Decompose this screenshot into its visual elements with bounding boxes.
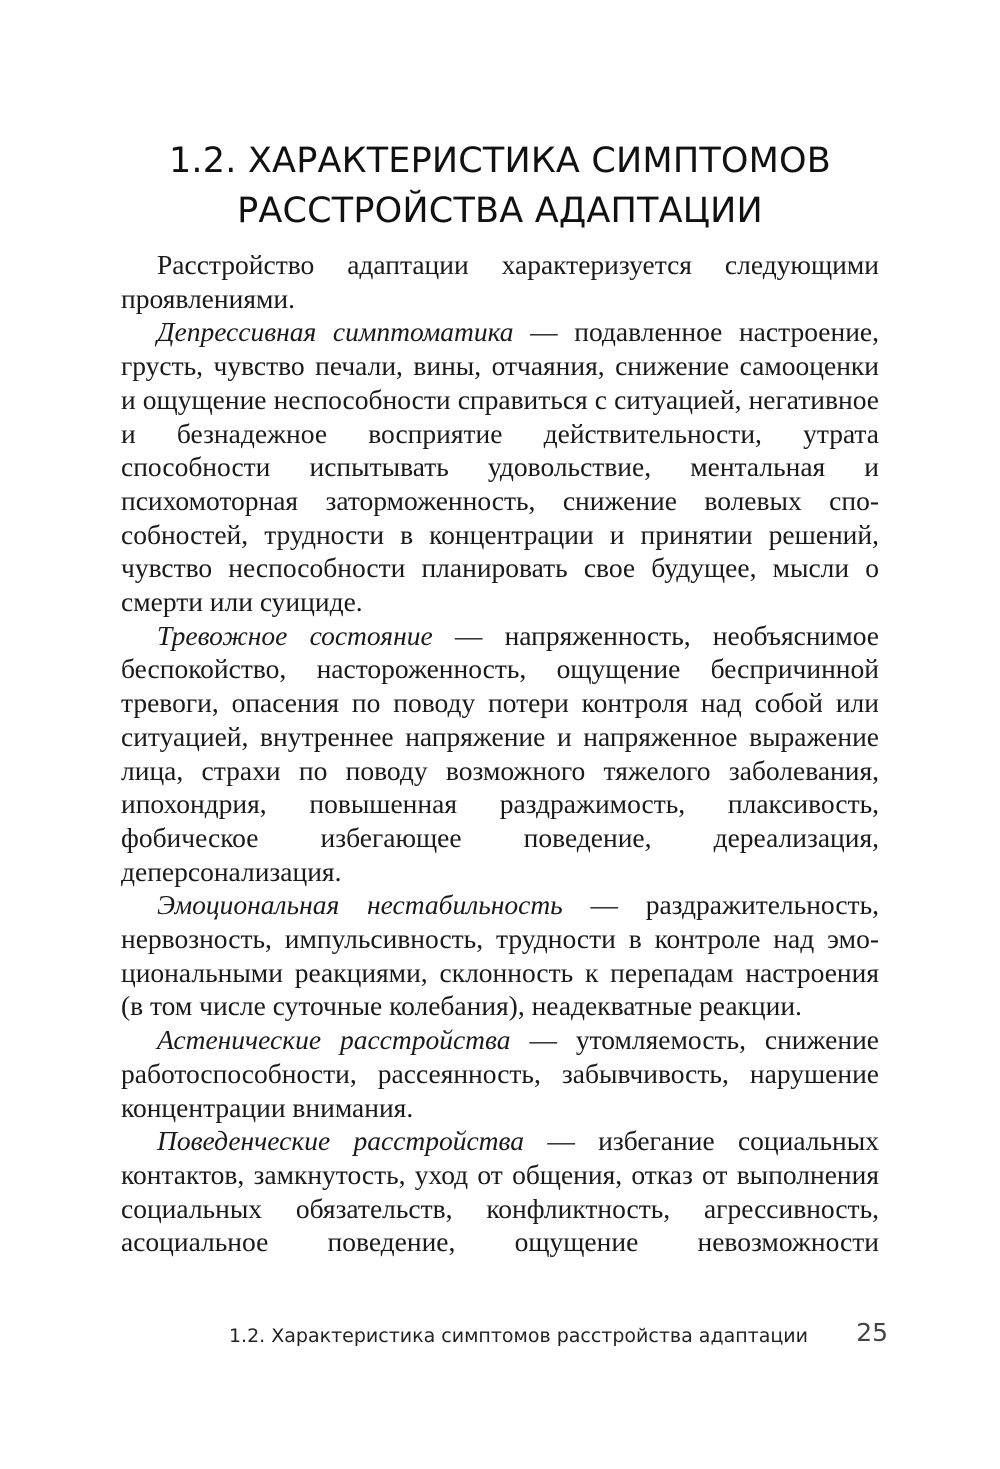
paragraph-text: — утомляемость, снижение работоспособности, рассеянность, забывчивость, нарушение концентрации внимания. — [121, 1024, 880, 1123]
paragraph-term: Тревожное состояние — [157, 619, 433, 651]
paragraph-term: Депрессивная симптоматика — [157, 316, 514, 348]
section-heading — [100, 136, 900, 236]
paragraph-text: — напряженность, необъяснимое беспокойство, настороженность, ощущение беспричинной тревоги, опасения по поводу потери контроля над собой или ситуацией, внутреннее напряжение и напряженное выражение лица, страхи по поводу возможного тяжелого заболевания, ипохондрия, повышенная раздражимость, плаксивость, фобическое избегающее поведение, дереализация, деперсонализация. — [121, 619, 879, 887]
paragraph-text: Расстройство адаптации характеризуется следующими проявлениями. — [121, 249, 879, 314]
paragraph-term: Астенические расстройства — [157, 1024, 511, 1056]
paragraph-term: Поведенческие расстройства — [157, 1125, 525, 1157]
paragraph-term: Эмоциональная нестабильность — [157, 889, 563, 921]
paragraph-asthenic — [121, 1023, 879, 1124]
paragraph-anxiety — [121, 619, 879, 889]
paragraph-behavioral — [121, 1124, 879, 1259]
section-heading-line-1: 1.2. ХАРАКТЕРИСТИКА СИМПТОМОВ — [168, 141, 832, 181]
body-text — [121, 248, 879, 1259]
section-heading-line-2: РАССТРОЙСТВА АДАПТАЦИИ — [237, 191, 763, 231]
running-title: 1.2. Характеристика симптомов расстройства адаптации — [228, 1325, 808, 1347]
paragraph-text: — подавленное настроение, грусть, чувство печали, вины, отчаяния, снижение самооценки и ощущение неспособности справиться с ситуацией, негативное и безнадежное восприятие действительности, утрата способности испытывать удовольствие, ментальная и психомоторная заторможенность, снижение волевых способностей, трудности в концентрации и принятии решений, чувство неспособности планировать свое будущее, мысли о смерти или суициде. — [121, 316, 879, 618]
page-number: 25 — [856, 1318, 888, 1347]
page-footer — [121, 1316, 888, 1356]
paragraph-emotional — [121, 888, 879, 1023]
paragraph-depressive — [121, 315, 879, 618]
paragraph-text: — избегание социальных контактов, замкнутость, уход от общения, отказ от выполнения социальных обязательств, конфликтность, агрессивность, асоциальное поведение, ощущение невозможности — [121, 1125, 879, 1258]
paragraph-intro — [121, 248, 879, 315]
paragraph-text: — раздражительность, нервозность, импульсивность, трудности в контроле над эмоциональными реакциями, склонность к перепадам настроения (в том числе суточные колебания), неадекватные реакции. — [121, 889, 879, 1022]
